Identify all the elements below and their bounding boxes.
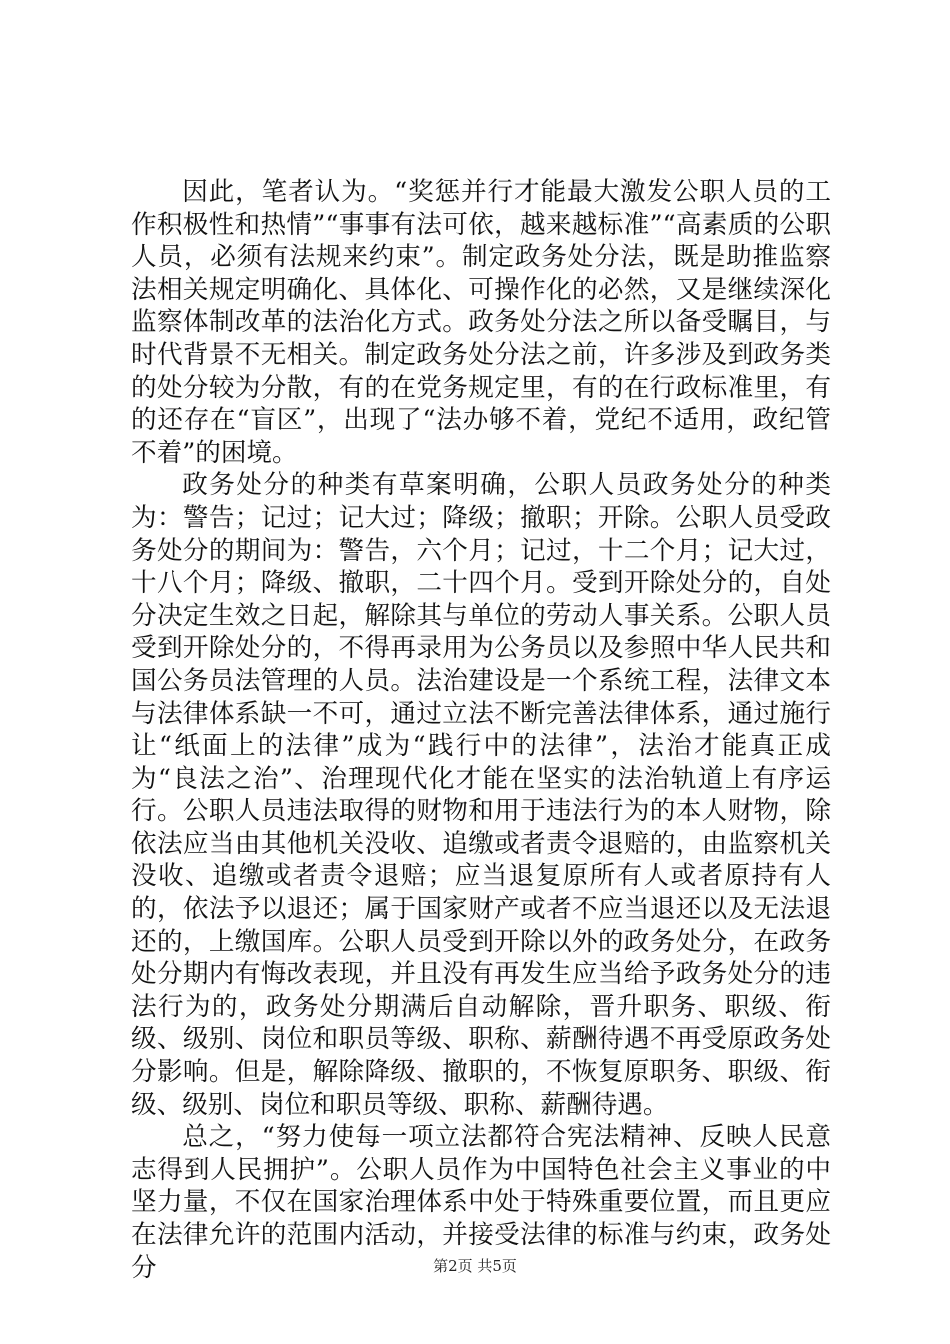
page-number-footer: 第2页 共5页 xyxy=(433,1257,517,1275)
body-text xyxy=(131,176,831,1284)
paragraph-2: 政务处分的种类有草案明确，公职人员政务处分的种类为：警告；记过；记大过；降级；撤职；开除。公职人员受政务处分的期间为：警告，六个月；记过，十二个月；记大过，十八个月；降级、撤职，二十四个月。受到开除处分的，自处分决定生效之日起，解除其与单位的劳动人事关系。公职人员受到开除处分的，不得再录用为公务员以及参照中华人民共和国公务员法管理的人员。法治建设是一个系统工程，法律文本与法律体系缺一不可，通过立法不断完善法律体系，通过施行让“纸面上的法律”成为“践行中的法律”，法治才能真正成为“良法之治”、治理现代化才能在坚实的法治轨道上有序运行。公职人员违法取得的财物和用于违法行为的本人财物，除依法应当由其他机关没收、追缴或者责令退赔的，由监察机关没收、追缴或者责令退赔；应当退复原所有人或者原持有人的，依法予以退还；属于国家财产或者不应当退还以及无法退还的，上缴国库。公职人员受到开除以外的政务处分，在政务处分期内有悔改表现，并且没有再发生应当给予政务处分的违法行为的，政务处分期满后自动解除，晋升职务、职级、衔级、级别、岗位和职员等级、职称、薪酬待遇不再受原政务处分影响。但是，解除降级、撤职的，不恢复原职务、职级、衔级、级别、岗位和职员等级、职称、薪酬待遇。 xyxy=(131,470,831,1120)
paragraph-1: 因此，笔者认为。“奖惩并行才能最大激发公职人员的工作积极性和热情”“事事有法可依，越来越标准”“高素质的公职人员，必须有法规来约束”。制定政务处分法，既是助推监察法相关规定明确化、具体化、可操作化的必然，又是继续深化监察体制改革的法治化方式。政务处分法之所以备受瞩目，与时代背景不无相关。制定政务处分法之前，许多涉及到政务类的处分较为分散，有的在党务规定里，有的在行政标准里，有的还存在“盲区”，出现了“法办够不着，党纪不适用，政纪管不着”的困境。 xyxy=(131,177,831,468)
paragraph-3: 总之，“努力使每一项立法都符合宪法精神、反映人民意志得到人民拥护”。公职人员作为中国特色社会主义事业的中坚力量，不仅在国家治理体系中处于特殊重要位置，而且更应在法律允许的范围内活动，并接受法律的标准与约束，政务处分 xyxy=(131,1122,831,1283)
